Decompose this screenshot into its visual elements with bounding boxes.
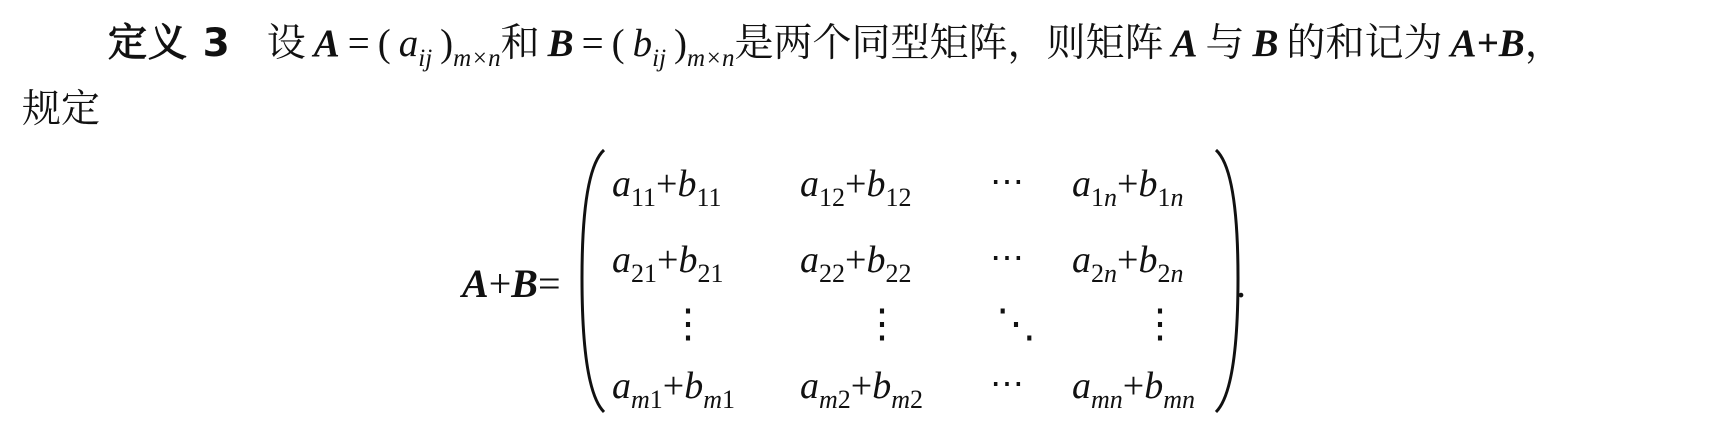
plus-sign: + bbox=[1117, 239, 1139, 281]
element-a: a bbox=[612, 239, 631, 281]
intro-text: 设 bbox=[266, 21, 306, 66]
subscript-a: 22 bbox=[819, 259, 845, 288]
plus-sign: + bbox=[1117, 163, 1139, 205]
element-b: b bbox=[684, 365, 704, 407]
subscript-a: 11 bbox=[631, 183, 657, 212]
subscript-a: 2n bbox=[1091, 259, 1117, 288]
and-text: 和 bbox=[500, 21, 540, 66]
dimension-mn-2: m×n bbox=[687, 45, 735, 72]
lhs-equals: = bbox=[537, 261, 561, 306]
subscript-b: 2n bbox=[1157, 259, 1184, 288]
element-a: a bbox=[612, 365, 631, 407]
subscript-a: 12 bbox=[819, 183, 845, 212]
matrix-cell-r2-c2 bbox=[800, 236, 912, 288]
comma: ， bbox=[1524, 21, 1564, 66]
cdots-r2-c3: ⋯ bbox=[990, 238, 1024, 278]
matrix-B: B bbox=[547, 22, 574, 65]
lhs-A: A bbox=[462, 261, 489, 306]
element-b: b bbox=[872, 365, 892, 407]
matrix-cell-r1-c4 bbox=[1072, 160, 1184, 212]
element-a: a bbox=[800, 163, 819, 205]
subscript-b: 12 bbox=[885, 183, 912, 212]
definition-line-1 bbox=[108, 16, 1564, 72]
subscript-a: 1n bbox=[1091, 183, 1117, 212]
cdots-r4-c3: ⋯ bbox=[990, 364, 1024, 404]
right-bracket bbox=[1216, 150, 1238, 412]
matrix-cell-r4-c2 bbox=[800, 362, 923, 414]
equals-sign-2: = bbox=[581, 22, 604, 65]
element-b: b bbox=[1138, 239, 1158, 281]
lhs-plus: + bbox=[488, 261, 512, 306]
matrix-cell-r2-c4 bbox=[1072, 236, 1184, 288]
definition-text-2: 与 bbox=[1205, 21, 1245, 66]
element-b: b bbox=[678, 239, 698, 281]
element-a: a bbox=[612, 163, 631, 205]
plus-sign: + bbox=[845, 163, 867, 205]
element-a: a bbox=[800, 365, 819, 407]
matrix-cell-r1-c1 bbox=[612, 160, 722, 212]
cdots-r1-c3: ⋯ bbox=[990, 162, 1024, 202]
subscript-a: m1 bbox=[631, 385, 663, 414]
element-a: a bbox=[800, 239, 819, 281]
subscript-b: mn bbox=[1163, 385, 1195, 414]
matrix-A: A bbox=[313, 22, 340, 65]
subscript-b: 11 bbox=[696, 183, 722, 212]
dimension-mn: m×n bbox=[453, 45, 501, 72]
subscript-ij: ij bbox=[418, 45, 433, 72]
definition-text-3: 的和记为 bbox=[1286, 21, 1443, 66]
element-b: b bbox=[632, 22, 653, 65]
left-paren-2: ( bbox=[611, 22, 625, 65]
element-b: b bbox=[1144, 365, 1164, 407]
element-a: a bbox=[1072, 365, 1091, 407]
matrix-B-ref: B bbox=[1252, 22, 1279, 65]
element-b: b bbox=[866, 239, 886, 281]
subscript-a: 21 bbox=[631, 259, 657, 288]
element-b: b bbox=[1138, 163, 1158, 205]
element-b: b bbox=[866, 163, 886, 205]
plus-sign: + bbox=[850, 365, 873, 407]
matrix-cell-r4-c1 bbox=[612, 362, 735, 414]
vdots-r3-c2: ⋮ bbox=[862, 301, 902, 347]
plus-sign: + bbox=[1122, 365, 1145, 407]
matrix-A-ref: A bbox=[1171, 22, 1198, 65]
subscript-b: 1n bbox=[1157, 183, 1184, 212]
definition-label: 定义 3 bbox=[108, 21, 231, 66]
plus-sign: + bbox=[656, 163, 678, 205]
lhs-B: B bbox=[511, 261, 538, 306]
vdots-r3-c1: ⋮ bbox=[668, 301, 708, 347]
formula-lhs bbox=[462, 258, 561, 310]
left-bracket bbox=[582, 150, 604, 412]
right-paren: ) bbox=[440, 22, 454, 65]
subscript-b: 22 bbox=[885, 259, 912, 288]
right-paren-2: ) bbox=[674, 22, 688, 65]
subscript-b: m1 bbox=[703, 385, 735, 414]
ddots-r3-c3: ⋱ bbox=[996, 301, 1036, 347]
vdots-r3-c4: ⋮ bbox=[1140, 301, 1180, 347]
element-b: b bbox=[677, 163, 697, 205]
definition-line-2: 规定 bbox=[22, 87, 101, 132]
subscript-a: mn bbox=[1091, 385, 1123, 414]
element-a: a bbox=[398, 22, 419, 65]
subscript-a: m2 bbox=[819, 385, 851, 414]
formula-period: . bbox=[1236, 261, 1246, 306]
plus-sign: + bbox=[845, 239, 867, 281]
element-a: a bbox=[1072, 239, 1091, 281]
element-a: a bbox=[1072, 163, 1091, 205]
matrix-cell-r1-c2 bbox=[800, 160, 912, 212]
plus-sign: + bbox=[662, 365, 685, 407]
equals-sign: = bbox=[347, 22, 370, 65]
subscript-b: m2 bbox=[891, 385, 923, 414]
definition-text-1: 是两个同型矩阵，则矩阵 bbox=[734, 21, 1164, 66]
subscript-ij-2: ij bbox=[652, 45, 667, 72]
matrix-cell-r4-c4 bbox=[1072, 362, 1195, 414]
plus-sign: + bbox=[657, 239, 679, 281]
subscript-b: 21 bbox=[697, 259, 724, 288]
left-paren: ( bbox=[377, 22, 391, 65]
matrix-cell-r2-c1 bbox=[612, 236, 724, 288]
sum-A-plus-B: A+B bbox=[1450, 22, 1525, 65]
